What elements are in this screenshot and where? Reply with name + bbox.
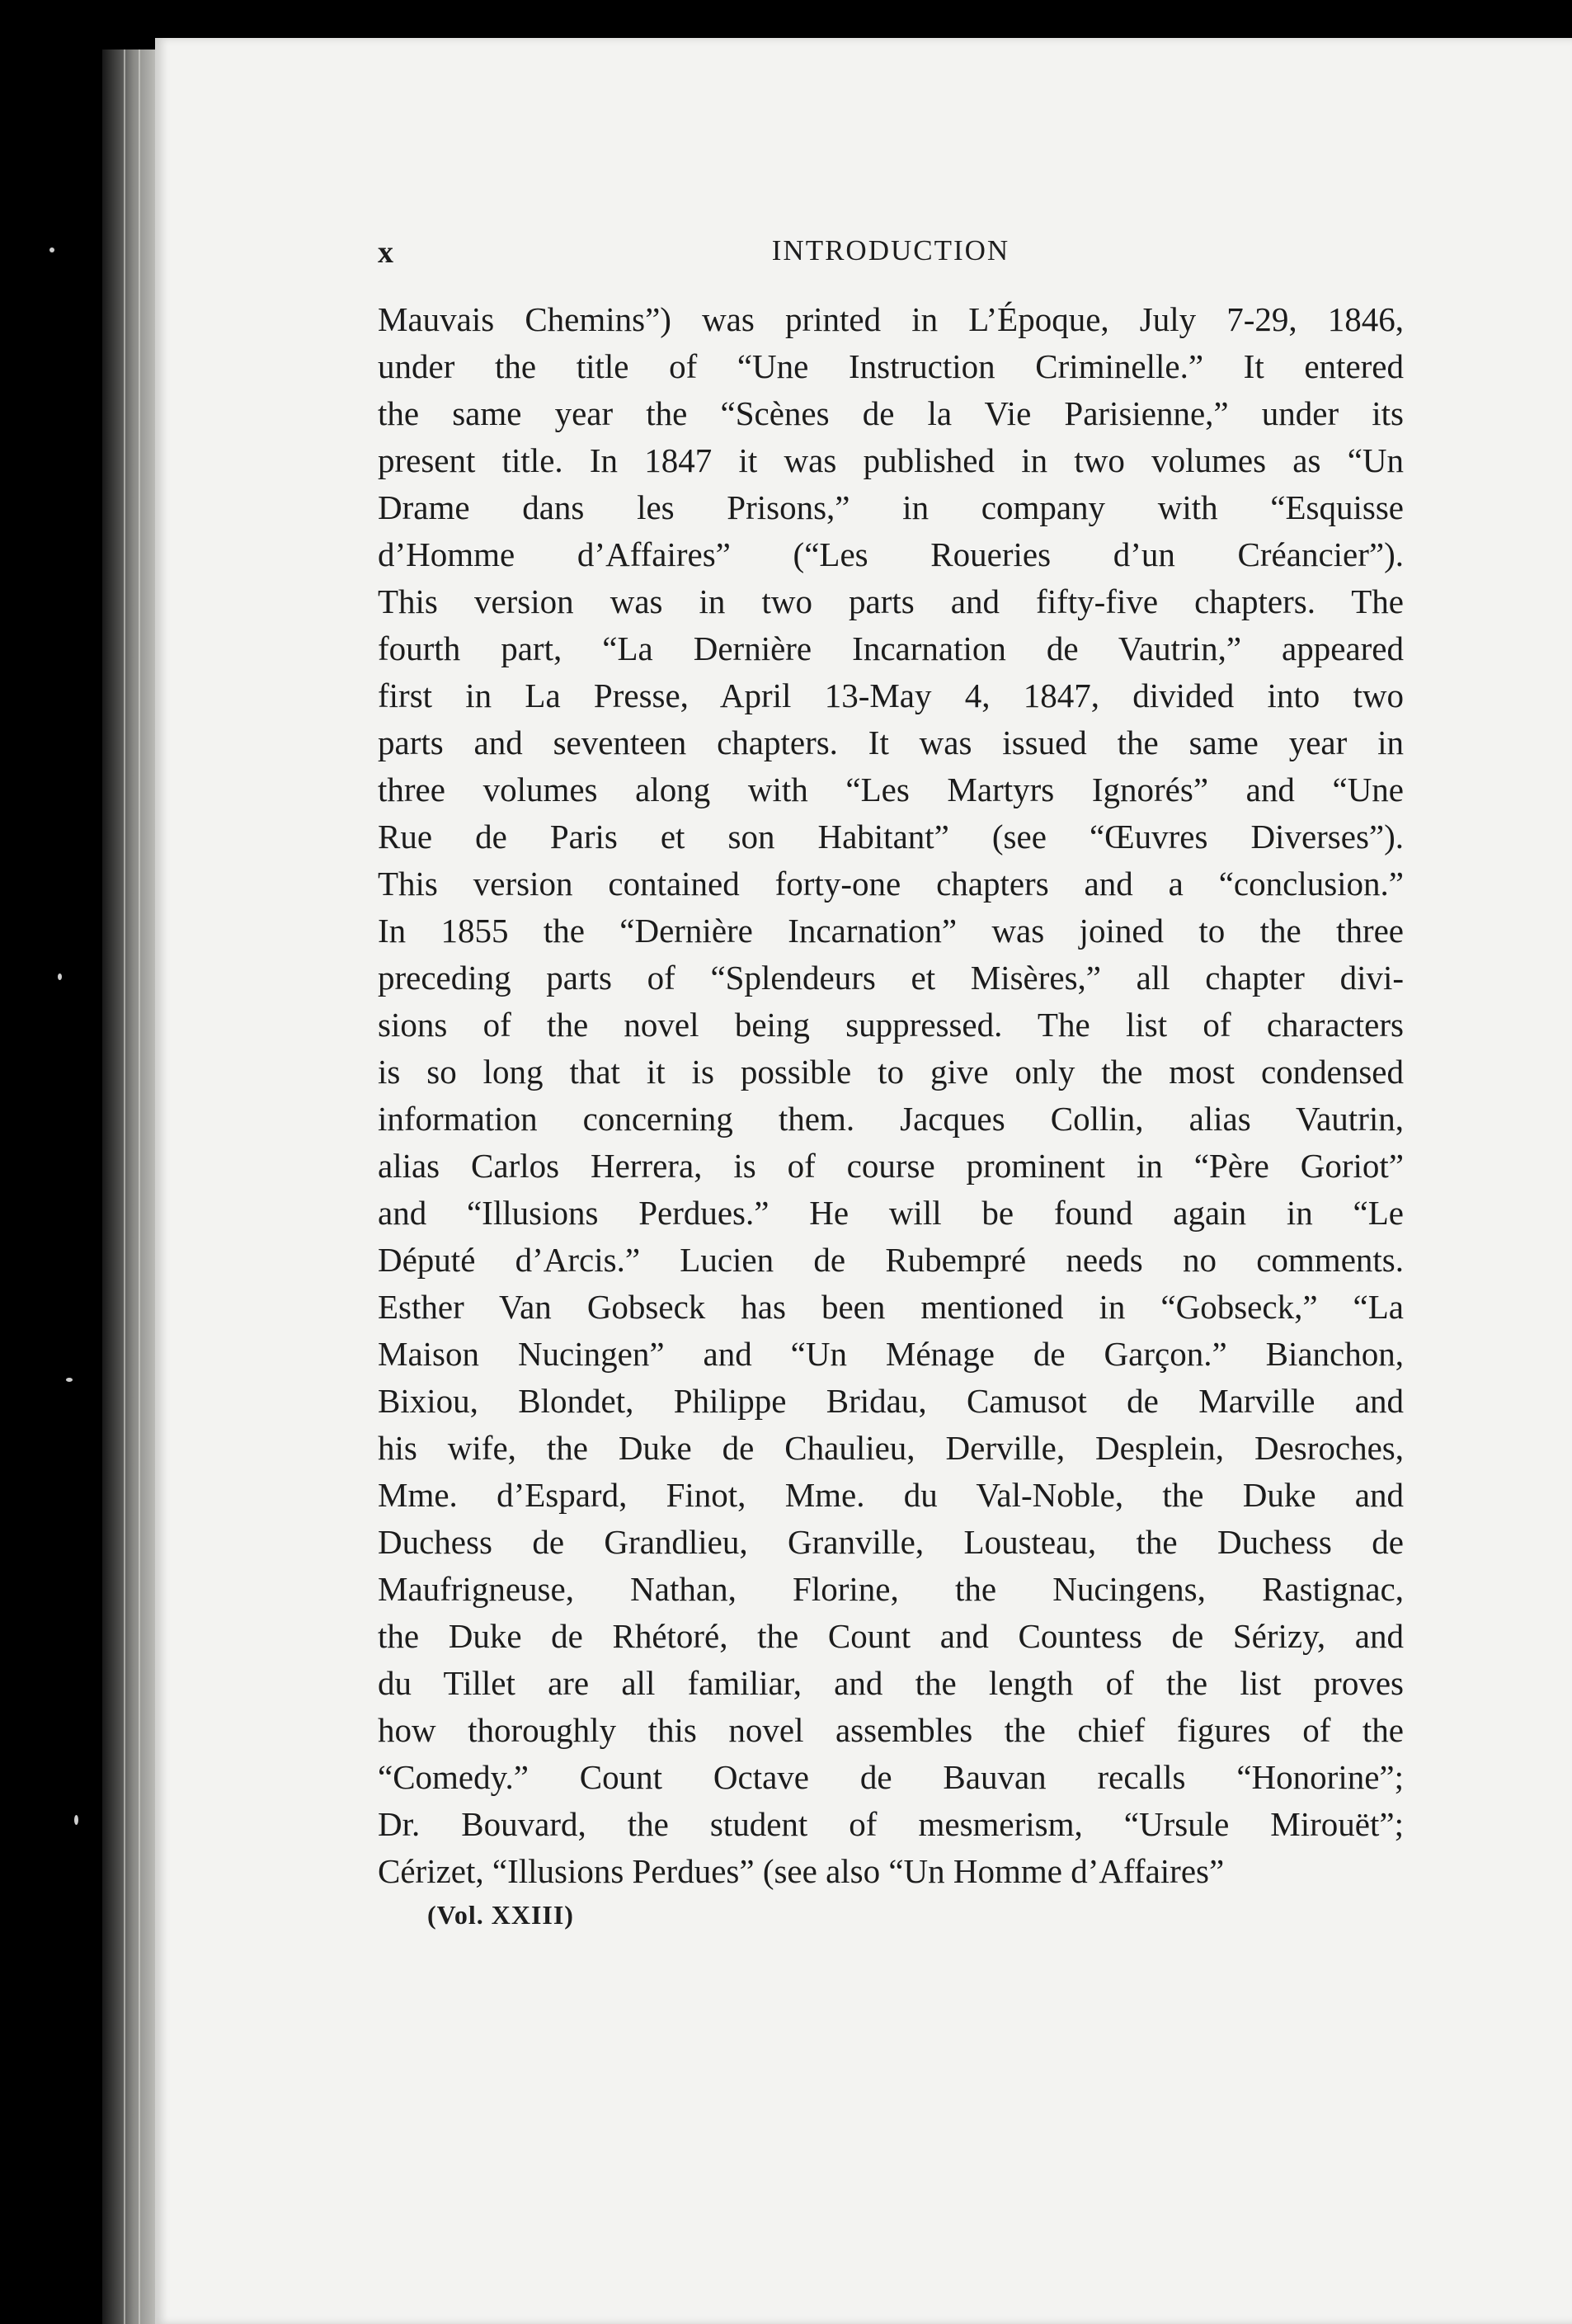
- text-line: alias Carlos Herrera, is of course prominent in “Père Goriot”: [378, 1147, 1404, 1185]
- text-line: Député d’Arcis.” Lucien de Rubempré needs no comments.: [378, 1241, 1404, 1279]
- text-line: This version was in two parts and fifty-five chapters. The: [378, 582, 1404, 620]
- text-line: “Comedy.” Count Octave de Bauvan recalls “Honorine”;: [378, 1758, 1404, 1796]
- scan-speck: [49, 247, 54, 252]
- text-line: under the title of “Une Instruction Criminelle.” It entered: [378, 347, 1404, 385]
- running-head-title: INTRODUCTION: [771, 234, 1010, 266]
- text-line: the Duke de Rhétoré, the Count and Countess de Sérizy, and: [378, 1617, 1404, 1655]
- scan-speck: [74, 1815, 78, 1825]
- text-line: Mauvais Chemins”) was printed in L’Époque, July 7-29, 1846,: [378, 300, 1404, 338]
- text-line: preceding parts of “Splendeurs et Misères,” all chapter divi-: [378, 959, 1404, 997]
- text-line: Maufrigneuse, Nathan, Florine, the Nucingens, Rastignac,: [378, 1570, 1404, 1608]
- page-edge-line: [124, 49, 125, 2324]
- text-line: is so long that it is possible to give only the most condensed: [378, 1053, 1404, 1091]
- text-line: present title. In 1847 it was published in two volumes as “Un: [378, 441, 1404, 479]
- printer-signature: (Vol. XXIII): [427, 1900, 574, 1930]
- text-line: du Tillet are all familiar, and the length of the list proves: [378, 1664, 1404, 1702]
- text-line: information concerning them. Jacques Collin, alias Vautrin,: [378, 1100, 1404, 1138]
- body-text: [378, 296, 1404, 1895]
- text-line: first in La Presse, April 13-May 4, 1847, divided into two: [378, 676, 1404, 714]
- text-line: his wife, the Duke de Chaulieu, Derville, Desplein, Desroches,: [378, 1429, 1404, 1467]
- text-line: parts and seventeen chapters. It was issued the same year in: [378, 724, 1404, 761]
- text-line: sions of the novel being suppressed. The list of characters: [378, 1006, 1404, 1044]
- text-line: This version contained forty-one chapters and a “conclusion.”: [378, 865, 1404, 903]
- text-line: Dr. Bouvard, the student of mesmerism, “Ursule Mirouët”;: [378, 1805, 1404, 1843]
- scan-speck: [58, 973, 62, 980]
- text-line: and “Illusions Perdues.” He will be found again in “Le: [378, 1194, 1404, 1232]
- page-edge-line: [139, 49, 140, 2324]
- page-number: x: [378, 235, 393, 270]
- book-spine-edge: [102, 49, 155, 2324]
- text-line: Maison Nucingen” and “Un Ménage de Garçon.” Bianchon,: [378, 1335, 1404, 1373]
- text-line: Cérizet, “Illusions Perdues” (see also “Un Homme d’Affaires”: [378, 1852, 1225, 1890]
- text-line: fourth part, “La Dernière Incarnation de Vautrin,” appeared: [378, 629, 1404, 667]
- scan-speck: [66, 1378, 73, 1382]
- text-line: Drame dans les Prisons,” in company with “Esquisse: [378, 488, 1404, 526]
- text-line: Bixiou, Blondet, Philippe Bridau, Camusot de Marville and: [378, 1382, 1404, 1420]
- text-line: Duchess de Grandlieu, Granville, Lousteau, the Duchess de: [378, 1523, 1404, 1561]
- text-line: d’Homme d’Affaires” (“Les Roueries d’un Créancier”).: [378, 535, 1404, 573]
- text-line: In 1855 the “Dernière Incarnation” was joined to the three: [378, 912, 1404, 950]
- text-line: the same year the “Scènes de la Vie Parisienne,” under its: [378, 394, 1404, 432]
- running-head: [378, 234, 1404, 276]
- text-line: three volumes along with “Les Martyrs Ignorés” and “Une: [378, 771, 1404, 808]
- text-line: Esther Van Gobseck has been mentioned in “Gobseck,” “La: [378, 1288, 1404, 1326]
- text-line: how thoroughly this novel assembles the chief figures of the: [378, 1711, 1404, 1749]
- text-line: Mme. d’Espard, Finot, Mme. du Val-Noble, the Duke and: [378, 1476, 1404, 1514]
- text-line: Rue de Paris et son Habitant” (see “Œuvres Diverses”).: [378, 818, 1404, 856]
